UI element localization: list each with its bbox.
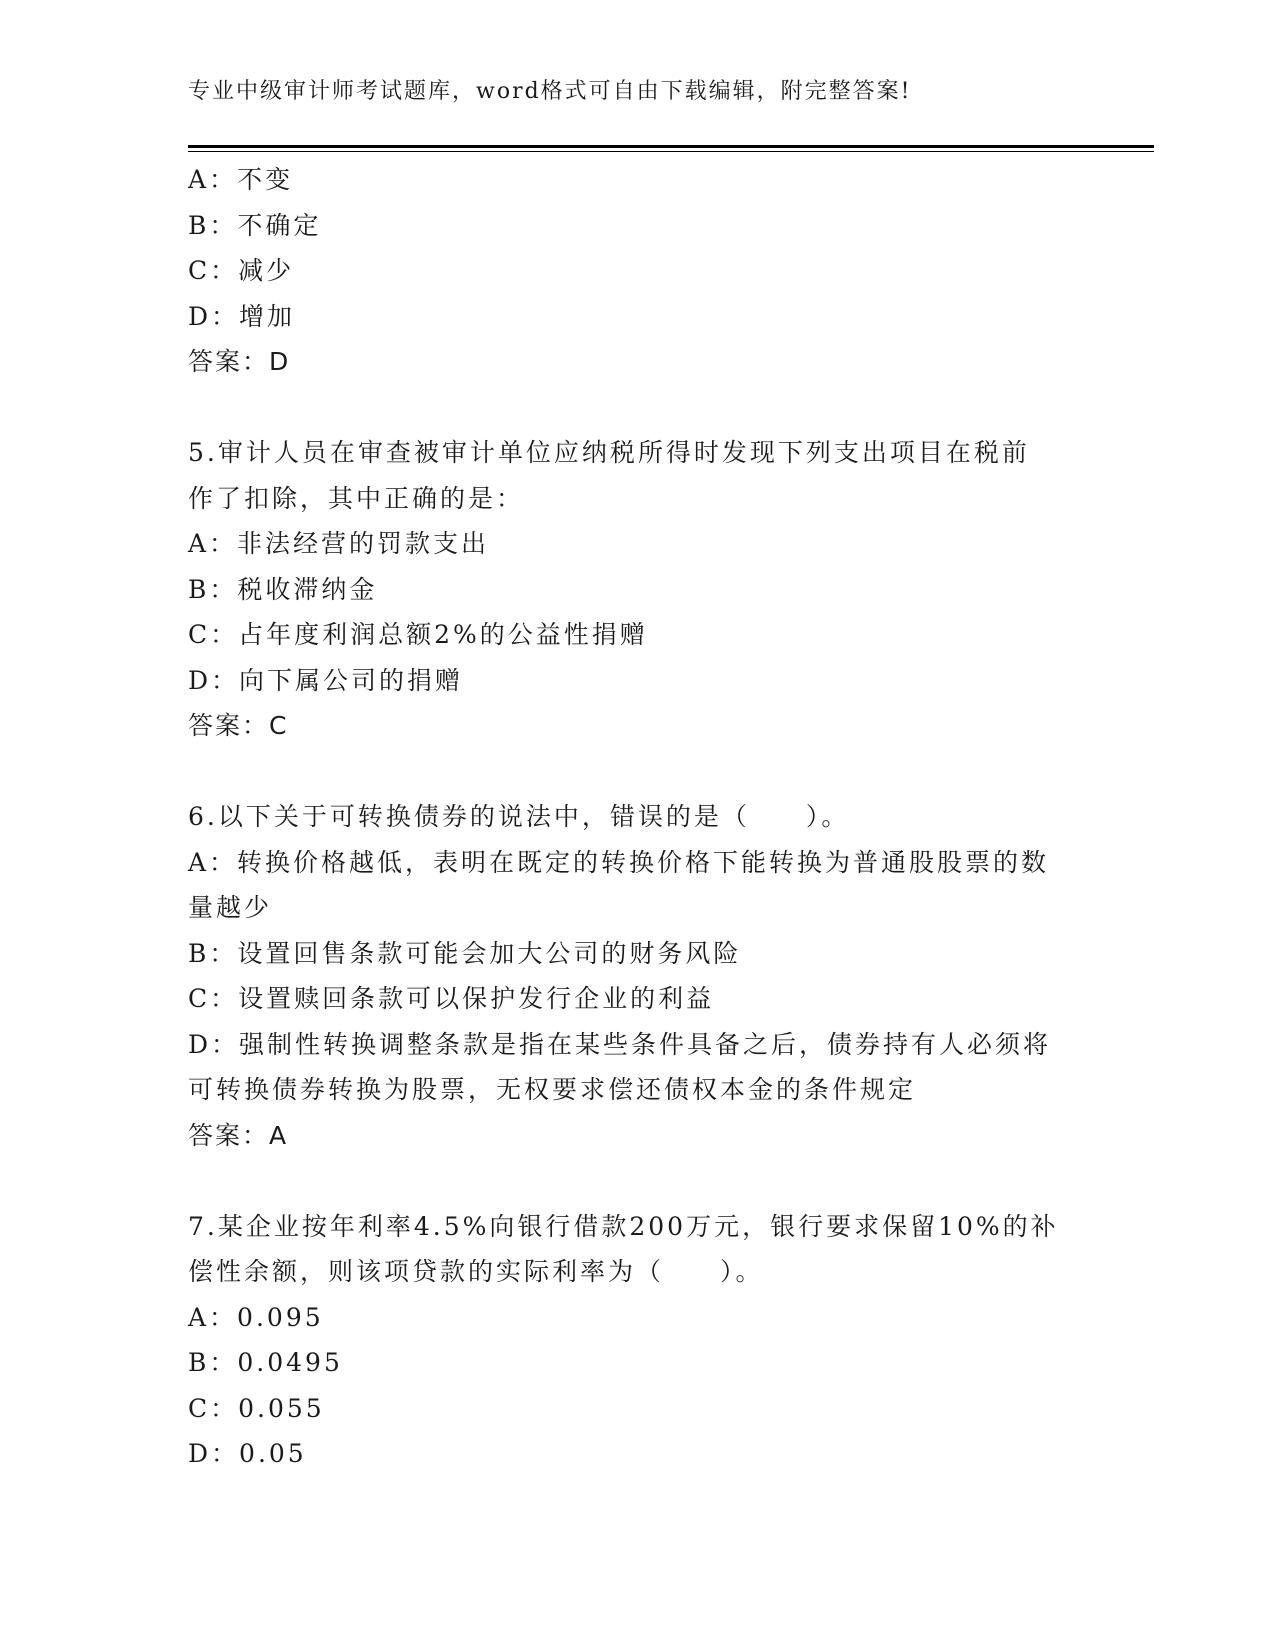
question-5 xyxy=(188,430,1088,749)
option-b: B：设置回售条款可能会加大公司的财务风险 xyxy=(188,938,742,968)
header-rule-thick xyxy=(188,145,1154,148)
question-stem: 偿性余额，则该项贷款的实际利率为（ ）。 xyxy=(188,1257,764,1286)
option-d: D：0.05 xyxy=(188,1439,307,1468)
question-stem: 5.审计人员在审查被审计单位应纳税所得时发现下列支出项目在税前 xyxy=(188,438,1030,467)
option-d-continued: 可转换债券转换为股票，无权要求偿还债权本金的条件规定 xyxy=(188,1075,917,1104)
option-c: C：占年度利润总额2%的公益性捐赠 xyxy=(188,620,648,649)
option-a: A：不变 xyxy=(188,165,294,194)
option-b: B：0.0495 xyxy=(188,1348,343,1377)
option-c: C：减少 xyxy=(188,256,295,285)
question-content xyxy=(188,157,1088,1477)
prev-question xyxy=(188,157,1088,385)
option-b: B：税收滞纳金 xyxy=(188,574,378,604)
question-6 xyxy=(188,794,1088,1158)
option-a-continued: 量越少 xyxy=(188,893,273,922)
option-c: C：设置赎回条款可以保护发行企业的利益 xyxy=(188,984,715,1013)
answer: 答案：A xyxy=(188,1120,289,1150)
option-b: B：不确定 xyxy=(188,210,322,240)
option-d: D：向下属公司的捐赠 xyxy=(188,665,464,695)
page-header: 专业中级审计师考试题库，word格式可自由下载编辑，附完整答案! xyxy=(188,79,912,104)
option-a: A：0.095 xyxy=(188,1302,324,1332)
answer: 答案：C xyxy=(188,711,289,740)
option-a: A：转换价格越低，表明在既定的转换价格下能转换为普通股股票的数 xyxy=(188,847,1050,877)
question-stem: 6.以下关于可转换债券的说法中，错误的是（ ）。 xyxy=(188,802,850,831)
option-d: D：强制性转换调整条款是指在某些条件具备之后，债券持有人必须将 xyxy=(188,1029,1052,1059)
option-c: C：0.055 xyxy=(188,1393,325,1423)
answer: 答案：D xyxy=(188,347,291,376)
option-d: D：增加 xyxy=(188,301,296,331)
option-a: A：非法经营的罚款支出 xyxy=(188,529,490,558)
question-stem: 作了扣除，其中正确的是： xyxy=(188,483,525,513)
header-rule-thin xyxy=(188,151,1154,152)
question-stem: 7.某企业按年利率4.5%向银行借款200万元，银行要求保留10%的补 xyxy=(188,1211,1059,1241)
question-7 xyxy=(188,1204,1088,1477)
